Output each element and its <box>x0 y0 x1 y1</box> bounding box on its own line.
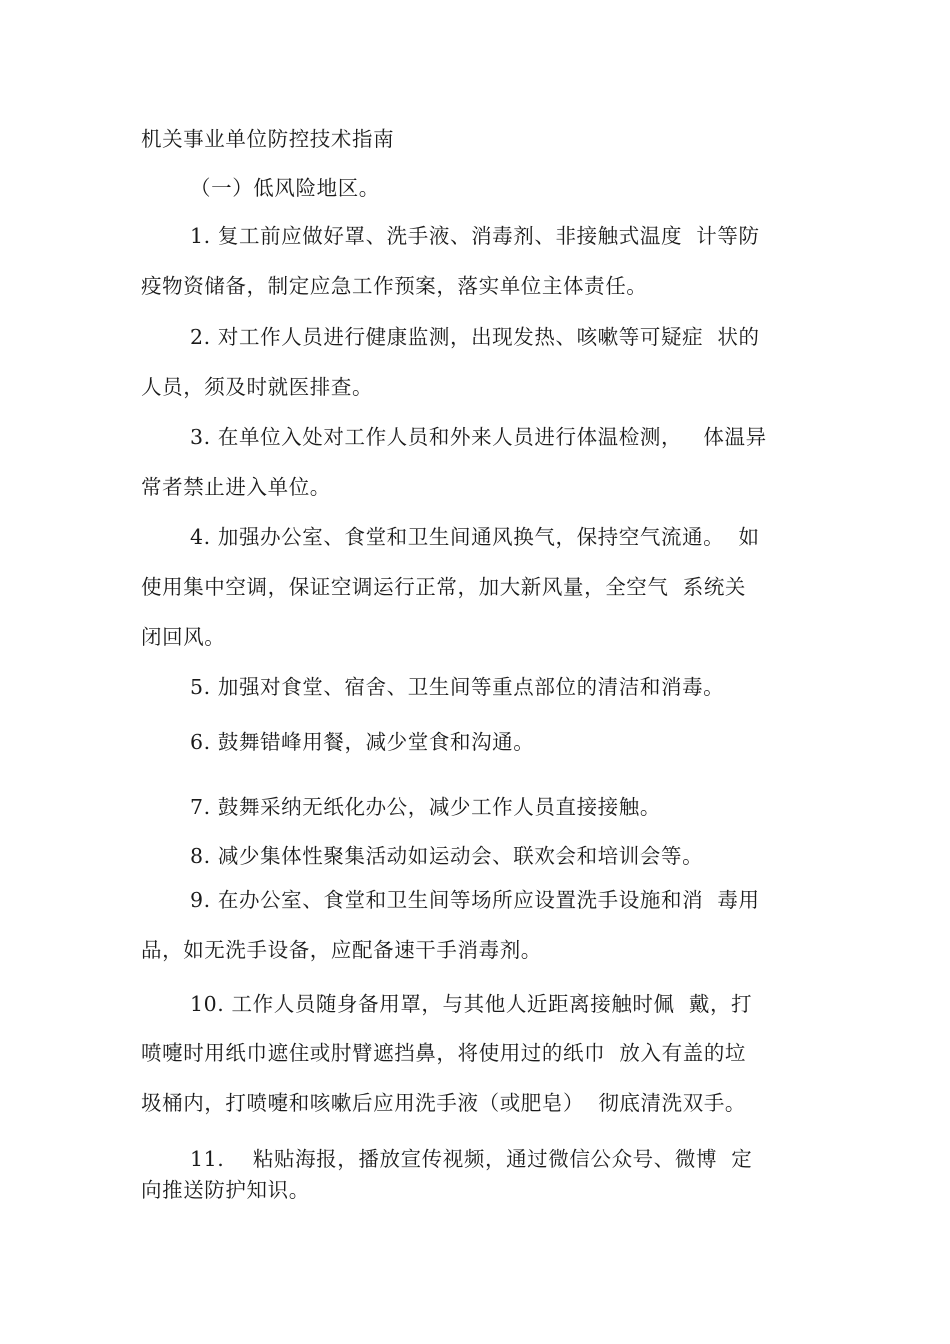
paragraph-11-line-2: 向推送防护知识。 <box>141 1178 310 1202</box>
paragraph-1-line-1: 1. 复工前应做好罩、洗手液、消毒剂、非接触式温度 计等防 <box>190 224 760 248</box>
paragraph-8-line-1: 8. 减少集体性聚集活动如运动会、联欢会和培训会等。 <box>190 844 704 868</box>
paragraph-4-line-1: 4. 加强办公室、食堂和卫生间通风换气，保持空气流通。 如 <box>190 525 760 549</box>
section-heading: （一）低风险地区。 <box>190 176 380 200</box>
paragraph-11-line-1: 11. 粘贴海报，播放宣传视频，通过微信公众号、微博 定 <box>190 1147 753 1171</box>
paragraph-3-line-2: 常者禁止进入单位。 <box>141 475 331 499</box>
paragraph-9-line-1: 9. 在办公室、食堂和卫生间等场所应设置洗手设施和消 毒用 <box>190 888 760 912</box>
document-title: 机关事业单位防控技术指南 <box>141 127 395 151</box>
paragraph-1-line-2: 疫物资储备，制定应急工作预案，落实单位主体责任。 <box>141 274 648 298</box>
paragraph-10-line-2: 喷嚏时用纸巾遮住或肘臂遮挡鼻，将使用过的纸巾 放入有盖的垃 <box>141 1041 747 1065</box>
paragraph-10-line-1: 10. 工作人员随身备用罩，与其他人近距离接触时佩 戴，打 <box>190 992 753 1016</box>
paragraph-3-line-1: 3. 在单位入处对工作人员和外来人员进行体温检测， 体温异 <box>190 425 767 449</box>
paragraph-7-line-1: 7. 鼓舞采纳无纸化办公，减少工作人员直接接触。 <box>190 795 661 819</box>
paragraph-4-line-2: 使用集中空调，保证空调运行正常，加大新风量，全空气 系统关 <box>141 575 747 599</box>
paragraph-9-line-2: 品，如无洗手设备，应配备速干手消毒剂。 <box>141 938 542 962</box>
paragraph-5-line-1: 5. 加强对食堂、宿舍、卫生间等重点部位的清洁和消毒。 <box>190 675 725 699</box>
paragraph-2-line-1: 2. 对工作人员进行健康监测，出现发热、咳嗽等可疑症 状的 <box>190 325 760 349</box>
paragraph-10-line-3: 圾桶内，打喷嚏和咳嗽后应用洗手液（或肥皂） 彻底清洗双手。 <box>141 1091 747 1115</box>
paragraph-4-line-3: 闭回风。 <box>141 625 226 649</box>
paragraph-2-line-2: 人员，须及时就医排查。 <box>141 375 374 399</box>
paragraph-6-line-1: 6. 鼓舞错峰用餐，减少堂食和沟通。 <box>190 730 535 754</box>
